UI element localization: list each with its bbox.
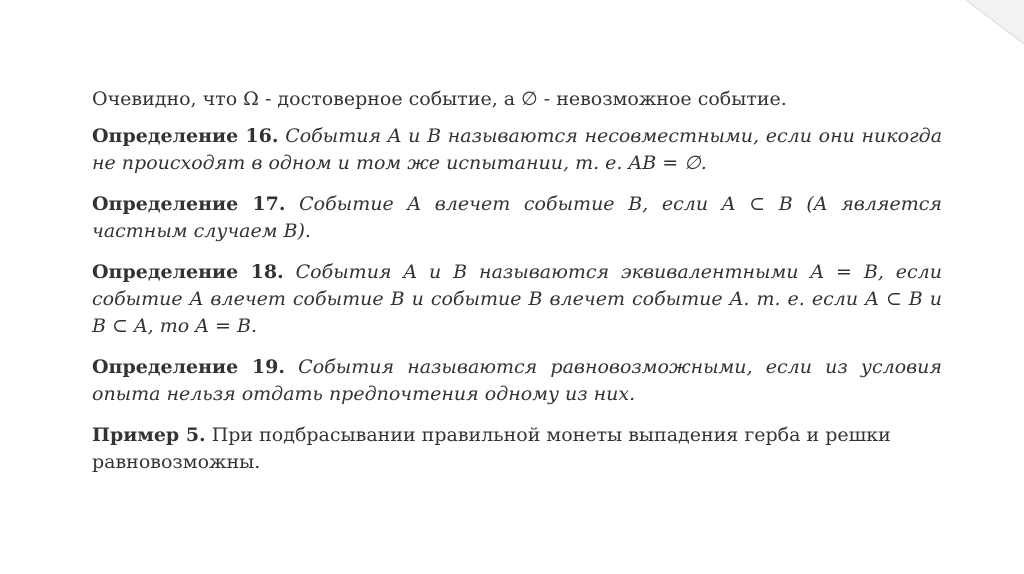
definition-16 [92, 123, 942, 177]
definition-19 [92, 354, 942, 408]
definition-16-heading: Определение 16. [92, 125, 279, 147]
intro-text: Очевидно, что Ω - достоверное событие, а ∅ - невозможное событие. [92, 88, 787, 110]
definition-17-heading: Определение 17. [92, 193, 286, 215]
definition-16-text: События A и B называются несовместными, если они никогда не происходят в одном и том же испытании, т. е. AB = ∅. [92, 125, 943, 174]
example-5-text: При подбрасывании правильной монеты выпадения герба и решки равновозможны. [92, 424, 891, 473]
definition-18-text: События A и B называются эквивалентными A = B, если событие A влечет событие B и событие B влечет событие A. т. е. если A ⊂ B и B ⊂ A, то A = B. [92, 261, 943, 337]
definition-19-heading: Определение 19. [92, 356, 285, 378]
definition-17-text: Событие A влечет событие B, если A ⊂ B (A является частным случаем B). [92, 193, 942, 242]
definition-18-heading: Определение 18. [92, 261, 284, 283]
page-corner-fold [966, 0, 1024, 44]
definition-18 [92, 259, 942, 340]
definition-19-text: События называются равновозможными, если из условия опыта нельзя отдать предпочтения одному из них. [92, 356, 943, 405]
definition-17 [92, 191, 942, 245]
example-5 [92, 422, 942, 476]
example-5-heading: Пример 5. [92, 424, 206, 446]
slide-content [92, 86, 942, 476]
